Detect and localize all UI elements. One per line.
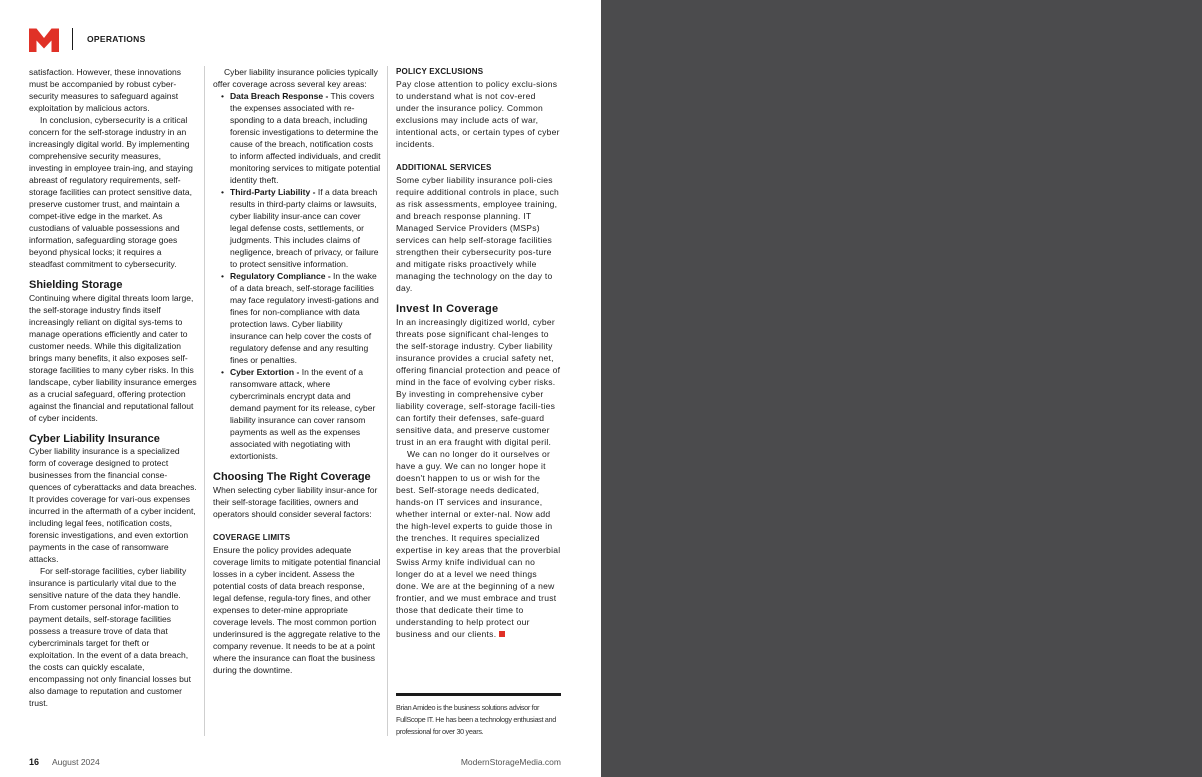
end-mark-icon [499, 631, 505, 637]
website-url: ModernStorageMedia.com [460, 757, 561, 767]
paragraph: In conclusion, cybersecurity is a critical concern for the self-storage industry in an increasingly digital world. By implementing comprehensive security measures, investing in employee train-ing, and staying abreast of regulatory requirements, self-storage facilities can protect sensitive data, preserve customer trust, and maintain a compet-itive edge in the market. As custodians of valuable possessions and information, safeguarding storage goes beyond physical locks; it requires a steadfast commitment to cybersecurity. [29, 115, 193, 269]
author-bio: Brian Amideo is the business solutions advisor for FullScope IT. He has been a technology enthusiast and professional for over 30 years. [396, 703, 556, 736]
column-rule [204, 66, 205, 736]
subheading-additional-services: ADDITIONAL SERVICES [396, 163, 492, 172]
list-item-text: This covers the expenses associated with re-sponding to a data breach, including forensic investigations to determine the cause of the breach, notification costs to inform affected individuals, and credit monitoring services to mitigate potential identity theft. [230, 91, 381, 185]
page-number: 16 [29, 757, 40, 767]
subheading-invest-coverage: Invest In Coverage [396, 303, 499, 315]
paragraph: Cyber liability insurance policies typically offer coverage across several key areas: [213, 67, 378, 89]
subheading-coverage-limits: COVERAGE LIMITS [213, 532, 291, 542]
column-2 [213, 66, 381, 676]
paragraph: Ensure the policy provides adequate coverage limits to mitigate potential financial losses in a cyber incident. Assess the potential costs of data breach response, legal defense, regula-tory fines, and other expenses to deter-mine appropriate coverage levels. The most common portion underinsured is the aggregate relative to the company revenue. It needs to be at a point where the insurance can float the business during the downtime. [213, 544, 381, 675]
subheading-policy-exclusions: POLICY EXCLUSIONS [396, 67, 484, 76]
closing-text: We can no longer do it ourselves or have a guy. We can no longer hope it doesn't happen to us or wish for the best. Self-storage needs dedicated, hands-on IT services and insurance, whether internal or exter-nal. Now add the high-level experts to guide those in the trenches. It requires specialized expertise in key areas that the proverbial Swiss Army knife individual can no longer do at a level we need things done. We are at the beginning of a new frontier, and we must embrace and trust those that dedicate their time to understanding to help protect our business and our clients. [396, 448, 561, 639]
paragraph [396, 448, 561, 640]
paragraph: Cyber liability insurance is a specialized form of coverage designed to protect businesses from the financial conse-quences of cyberattacks and data breaches. It provides coverage for vari-ous expenses incurred in the aftermath of a cyber incident, including legal fees, notification costs, forensic investigations, and even extortion payments in the case of ransomware attacks. [29, 446, 197, 564]
list-item-title: Data Breach Response - [230, 91, 329, 101]
list-item [213, 270, 381, 366]
bio-divider [396, 693, 561, 696]
subheading-shielding-storage: Shielding Storage [29, 279, 123, 291]
list-item [213, 186, 381, 270]
paragraph: For self-storage facilities, cyber liability insurance is particularly vital due to the sensitive nature of the data they handle. From customer personal infor-mation to payment details, self-storage facilities possess a treasure trove of data that cybercriminals target for theft or exploitation. In the event of a data breach, the costs can quickly escalate, encompassing not only financial losses but also damage to reputation and customer trust. [29, 566, 192, 708]
column-1 [29, 66, 197, 709]
paragraph: Continuing where digital threats loom large, the self-storage industry finds itself increasingly reliant on digital sys-tems to manage operations efficiently and cater to customer needs. While this digitalization brings many benefits, it also exposes self-storage facilities to many cyber risks. In this landscape, cyber liability insurance emerges as a crucial safeguard, offering protection against the financial and reputational fallout of cyber incidents. [29, 292, 197, 423]
column-3 [396, 66, 561, 640]
paragraph: Pay close attention to policy exclu-sions to understand what is not cov-ered under the insurance policy. Common exclusions may include acts of war, intentional acts, or certain types of cyber incidents. [396, 79, 560, 149]
paragraph: Some cyber liability insurance poli-cies require additional controls in place, such as risk assessments, employee training, and breach response planning. IT Managed Service Providers (MSPs) services can help self-storage facilities strengthen their cybersecurity pos-ture and mitigate risks proactively while managing the technology on the day to day. [396, 175, 560, 293]
subheading-cyber-liability: Cyber Liability Insurance [29, 432, 160, 445]
paragraph: In an increasingly digitized world, cyber threats pose significant chal-lenges to the self-storage industry. Cyber liability insurance provides a crucial safety net, offering financial protection and peace of mind in the face of evolving cyber risks. By investing in comprehensive cyber liability coverage, self-storage facili-ties can fortify their defenses, safe-guard sensitive data, and preserve customer trust in an era fraught with digital peril. [396, 316, 561, 447]
column-rule [387, 66, 388, 736]
issue-date: August 2024 [52, 757, 100, 767]
list-item-title: Cyber Extortion - [230, 367, 300, 377]
section-label: OPERATIONS [87, 34, 146, 44]
list-item-title: Third-Party Liability - [230, 187, 316, 197]
magazine-logo-m-icon [29, 27, 59, 52]
list-item [213, 366, 381, 462]
list-item-title: Regulatory Compliance - [230, 271, 331, 281]
list-item-text: In the event of a ransomware attack, where cybercriminals encrypt data and demand payment for its release, cyber liability insurance can cover ransom payments as well as the expenses associated with negotiating with extortionists. [230, 367, 376, 461]
dark-side-panel [601, 0, 1202, 777]
subheading-choosing-coverage: Choosing The Right Coverage [213, 471, 371, 483]
paragraph: satisfaction. However, these innovations must be accompanied by robust cyber-security measures to safeguard against exploitation by malicious actors. [29, 67, 182, 113]
coverage-areas-list [213, 90, 381, 462]
list-item [213, 90, 381, 186]
list-item-text: In the wake of a data breach, self-storage facilities may face regulatory investi-gations and fines for non-compliance with data protection laws. Cyber liability insurance can help cover the costs of regulatory defense and any resulting fines or penalties. [230, 271, 379, 365]
paragraph: When selecting cyber liability insur-ance for their self-storage facilities, owners and operators should consider several factors: [213, 484, 378, 519]
header-divider [72, 28, 73, 50]
list-item-text: If a data breach results in third-party claims or lawsuits, cyber liability insur-ance can cover legal defense costs, settlements, or judgments. This includes claims of negligence, breach of privacy, or failure to protect sensitive information. [230, 187, 379, 269]
